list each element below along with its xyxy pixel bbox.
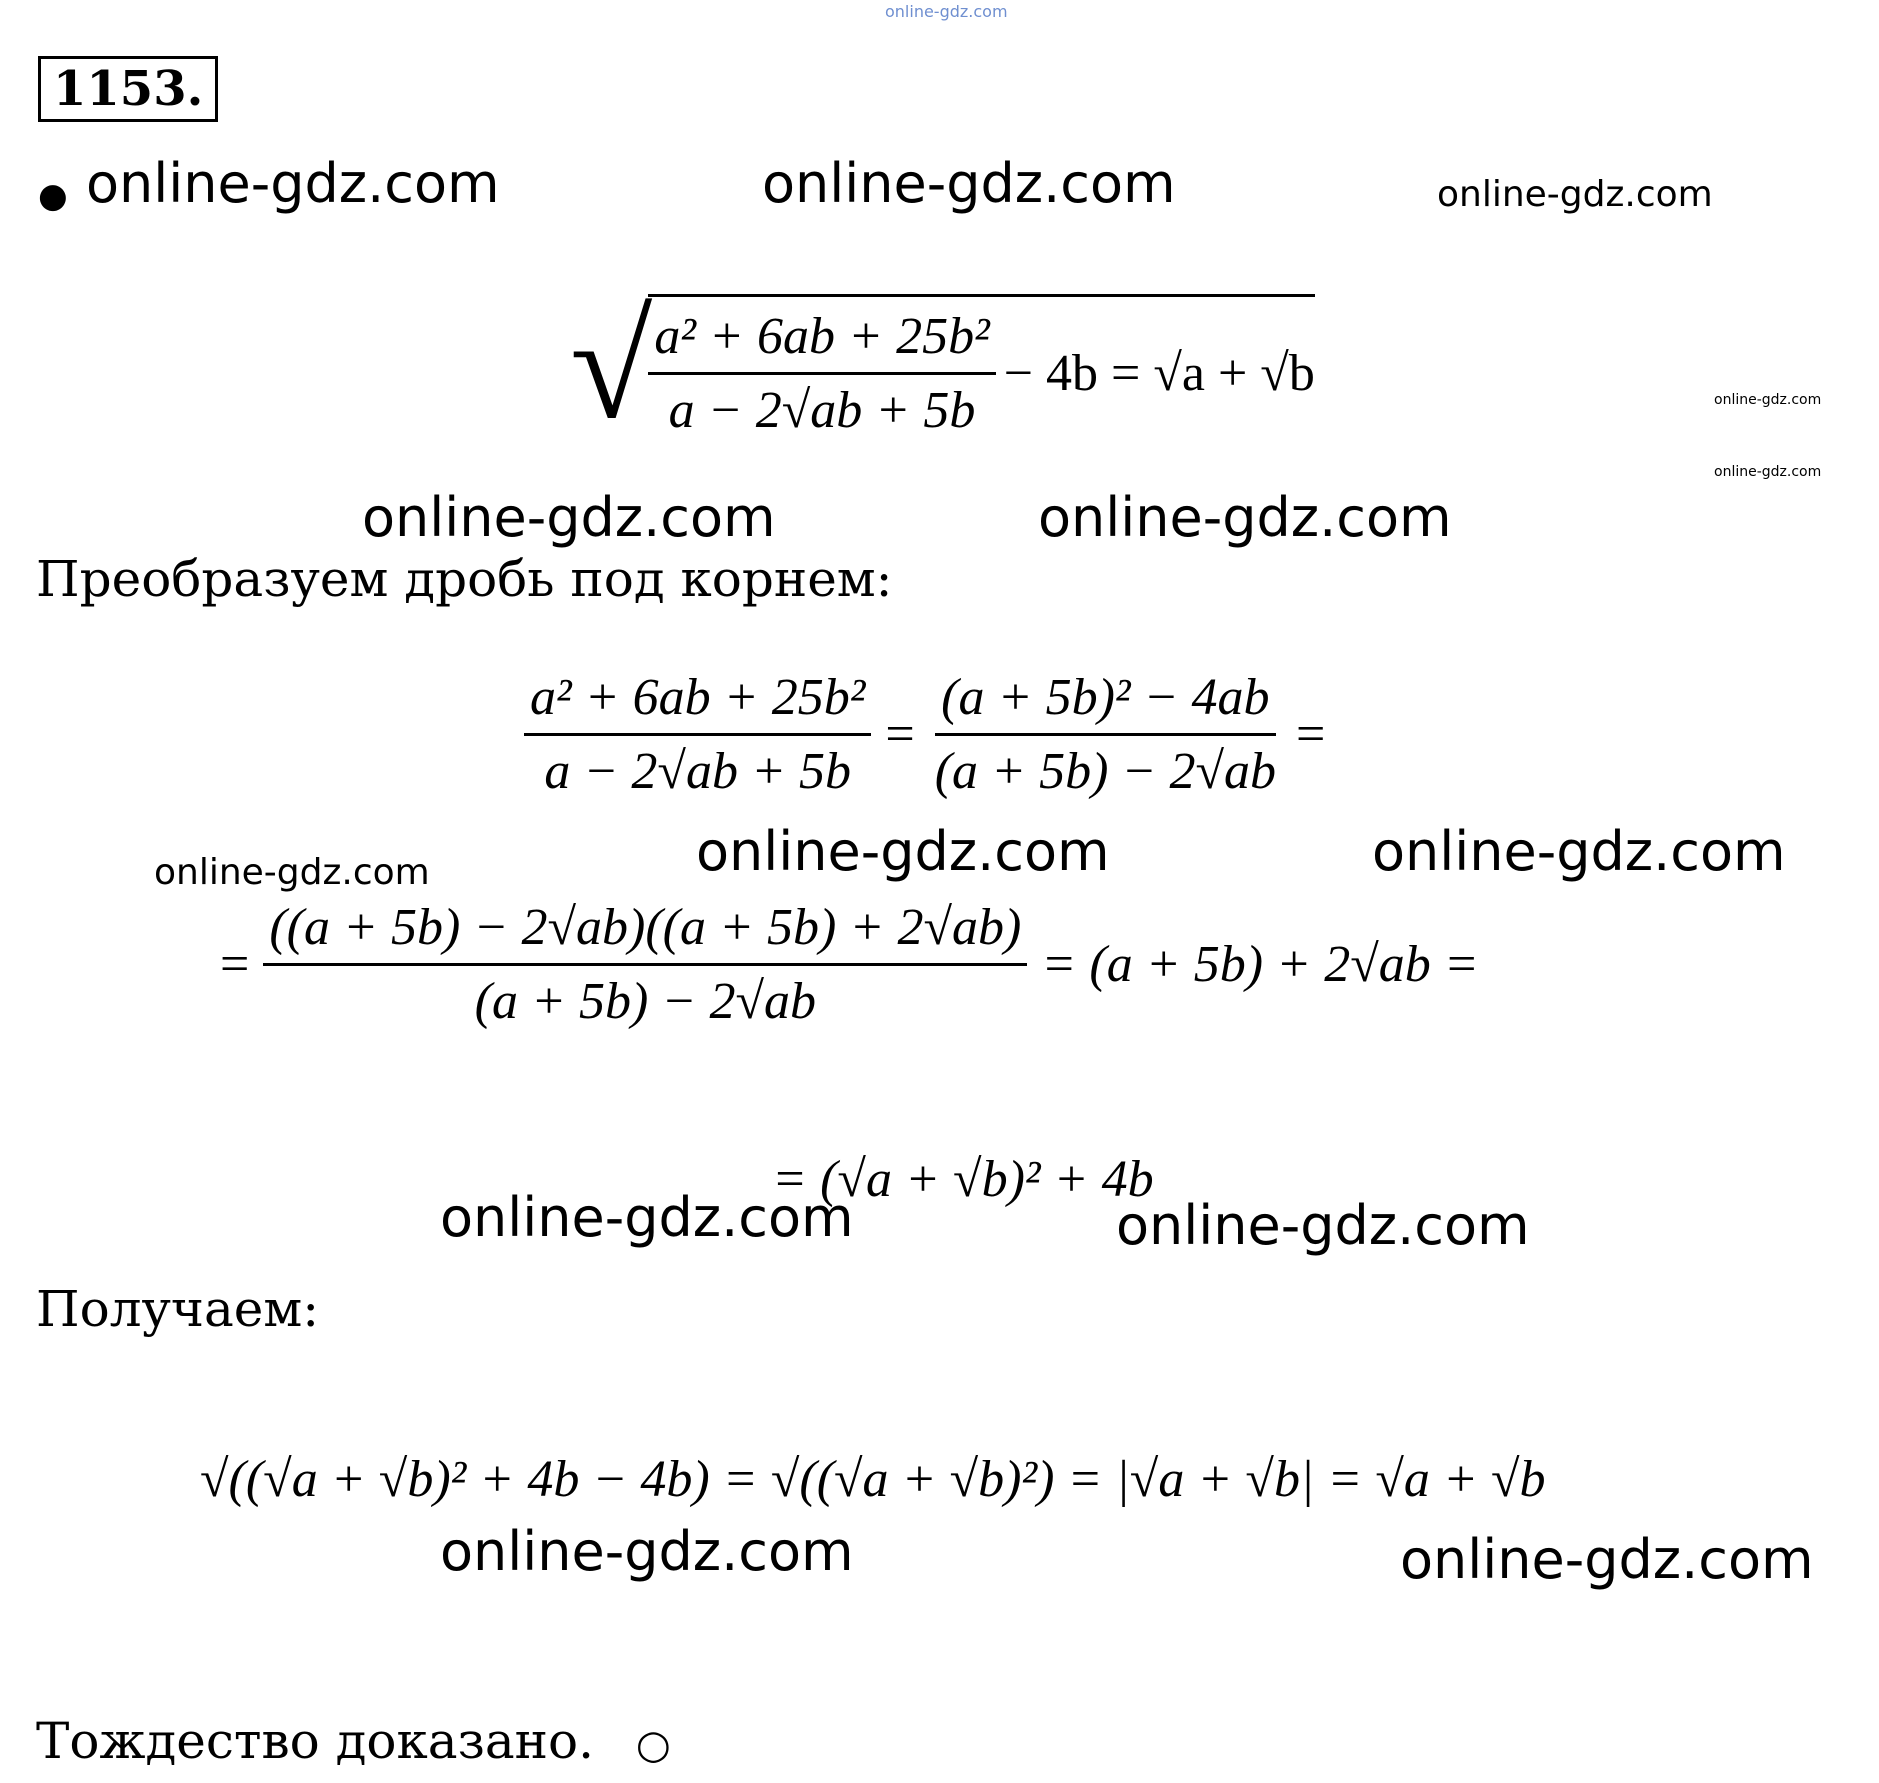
step2-numerator: ((a + 5b) − 2√ab)((a + 5b) + 2√ab) (269, 899, 1022, 956)
step1-left-numerator: a² + 6ab + 25b² (530, 669, 866, 726)
step1-equation: $\frac{\text{a² + 6ab + 25b²}}{a - 2√ab + 5b}$ = $\frac{\text{(a + 5b)² − 4ab}}{(a + 5b) - 2√ab}$ = (524, 668, 1325, 801)
given-tail: − 4b = √a + √b (1003, 345, 1315, 402)
step3-equation: = (√a + √b)² + 4b (772, 1151, 1154, 1208)
watermark: online-gdz.com (1714, 392, 1822, 408)
step2-tail: = (a + 5b) + 2√ab = (1041, 936, 1479, 993)
watermark: online-gdz.com (86, 152, 500, 215)
watermark: online-gdz.com (1437, 174, 1713, 215)
bullet-marker: ● (38, 176, 68, 216)
radical-sign-icon: √ (570, 284, 653, 450)
step2-denominator: (a + 5b) − 2√ab (474, 973, 816, 1030)
conclusion-text: Тождество доказано. ○ (36, 1712, 671, 1770)
final-equation: √((√a + √b)² + 4b − 4b) = √((√a + √b)²) = |√a + √b| = √a + √b (200, 1451, 1546, 1508)
step1-right-numerator: (a + 5b)² − 4ab (941, 669, 1270, 726)
watermark: online-gdz.com (762, 152, 1176, 215)
watermark: online-gdz.com (1714, 464, 1822, 480)
watermark: online-gdz.com (696, 820, 1110, 883)
watermark: online-gdz.com (440, 1186, 854, 1249)
watermark: online-gdz.com (362, 486, 776, 549)
end-mark-icon: ○ (635, 1722, 671, 1768)
problem-number: 1153. (38, 56, 218, 122)
step1-left-denominator: a − 2√ab + 5b (544, 743, 852, 800)
watermark: online-gdz.com (1116, 1194, 1530, 1257)
watermark: online-gdz.com (440, 1520, 854, 1583)
watermark: online-gdz.com (154, 852, 430, 893)
step1-right-denominator: (a + 5b) − 2√ab (934, 743, 1277, 800)
step2-equation: = $\frac{((a + 5b) - 2√ab)((a + 5b) + 2√ab)}{(a + 5b) - 2√ab}$ = (a + 5b) + 2√ab = (220, 899, 1479, 1030)
top-watermark: online-gdz.com (885, 2, 1008, 21)
watermark: online-gdz.com (1038, 486, 1452, 549)
given-numerator: a² + 6ab + 25b² (654, 308, 990, 365)
watermark: online-gdz.com (1372, 820, 1786, 883)
given-equation (570, 284, 1315, 450)
transform-intro-text: Преобразуем дробь под корнем: (36, 550, 893, 608)
watermark: online-gdz.com (1400, 1528, 1814, 1591)
get-intro-text: Получаем: (36, 1280, 320, 1338)
given-denominator: a − 2√ab + 5b (668, 382, 976, 439)
